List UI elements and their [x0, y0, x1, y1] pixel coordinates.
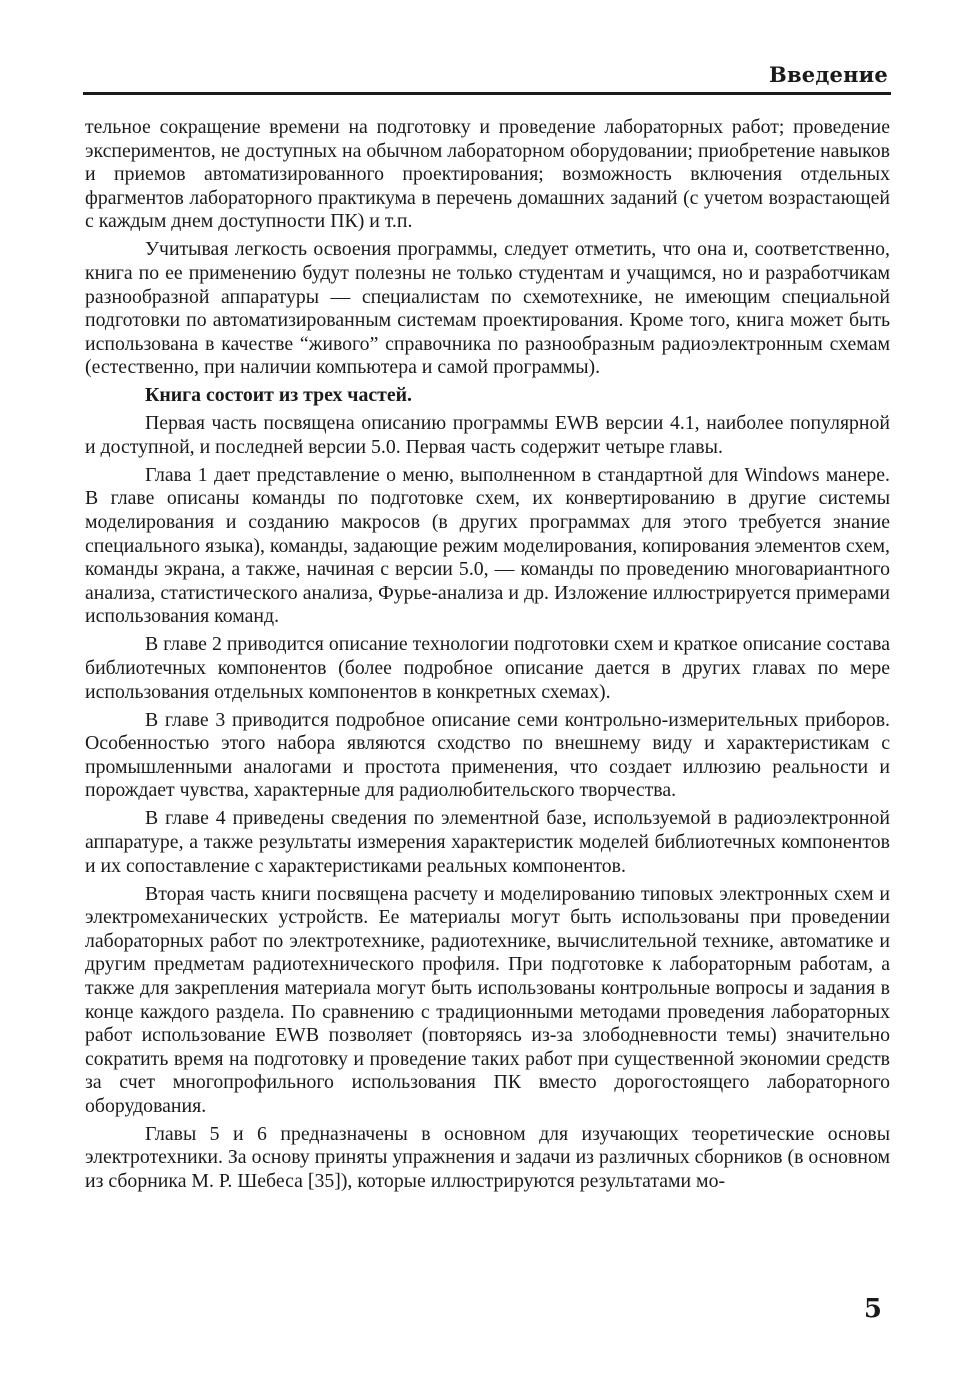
- header-rule: [83, 92, 891, 95]
- paragraph-3-parts-heading: Книга состоит из трех частей.: [145, 384, 412, 407]
- paragraph-6: В главе 2 приводится описание технологии подготовки схем и краткое описание состава библиотечных компонентов (более подробное описание дается в других главах по мере использования отдельных компонентов в конкретных схемах).: [85, 633, 890, 703]
- paragraph-10: Главы 5 и 6 предназначены в основном для изучающих теоретические основы электротехники. За основу приняты упражнения и задачи из различных сборников (в основном из сборника М. Р. Шебеса [35]), которые иллюстрируются результатами мо-: [85, 1122, 890, 1193]
- paragraph-7: В главе 3 приводится подробное описание семи контрольно-измерительных приборов. Особенностью этого набора являются сходство по внешнему виду и характеристикам с промышленными аналогами и простота применения, что создает иллюзию реальности и порождает чувства, характерные для радиолюбительского творчества.: [85, 708, 890, 802]
- paragraph-9: Вторая часть книги посвящена расчету и моделированию типовых электронных схем и электромеханических устройств. Ее материалы могут быть использованы при проведении лабораторных работ по электротехнике, радиотехнике, вычислительной технике, автоматике и другим предметам радиотехнического профиля. При подготовке к лабораторным работам, а также для закрепления материала могут быть использованы контрольные вопросы и задания в конце каждого раздела. По сравнению с традиционными методами проведения лабораторных работ использование EWB позволяет (повторяясь из-за злободневности темы) значительно сократить время на подготовку и проведение таких работ при существенной экономии средств за счет многопрофильного использования ПК вместо дорогостоящего лабораторного оборудования.: [85, 882, 890, 1117]
- paragraph-2: Учитывая легкость освоения программы, следует отметить, что она и, соответственно, книга по ее применению будут полезны не только студентам и учащимся, но и разработчикам разнообразной аппаратуры — специалистам по схемотехнике, не имеющим специальной подготовки по автоматизированным системам проектирования. Кроме того, книга может быть использована в качестве “живого” справочника по разнообразным радиоэлектронным схемам (естественно, при наличии компьютера и самой программы).: [85, 238, 890, 379]
- paragraph-5: Глава 1 дает представление о меню, выполненном в стандартной для Windows манере. В главе описаны команды по подготовке схем, их конвертированию в другие системы моделирования и созданию макросов (в других программах для этого требуется знание специального языка), команды, задающие режим моделирования, копирования элементов схем, команды экрана, а также, начиная с версии 5.0, — команды по проведению многовариантного анализа, статистического анализа, Фурье-анализа и др. Изложение иллюстрируется примерами использования команд.: [85, 463, 890, 628]
- paragraph-1: тельное сокращение времени на подготовку и проведение лабораторных работ; проведение экспериментов, не доступных на обычном лабораторном оборудовании; приобретение навыков и приемов автоматизированного проектирования; возможность включения отдельных фрагментов лабораторного практикума в перечень домашних заданий (с учетом возрастающей с каждым днем доступности ПК) и т.п.: [85, 116, 890, 233]
- running-head-title: Введение: [769, 62, 888, 87]
- page-number: 5: [863, 1294, 882, 1324]
- paragraph-4: Первая часть посвящена описанию программы EWB версии 4.1, наиболее популярной и доступной, и последней версии 5.0. Первая часть содержит четыре главы.: [85, 412, 890, 458]
- paragraph-8: В главе 4 приведены сведения по элементной базе, используемой в радиоэлектронной аппаратуре, а также результаты измерения характеристик моделей библиотечных компонентов и их сопоставление с характеристиками реальных компонентов.: [85, 807, 890, 877]
- body-text: [85, 116, 890, 1198]
